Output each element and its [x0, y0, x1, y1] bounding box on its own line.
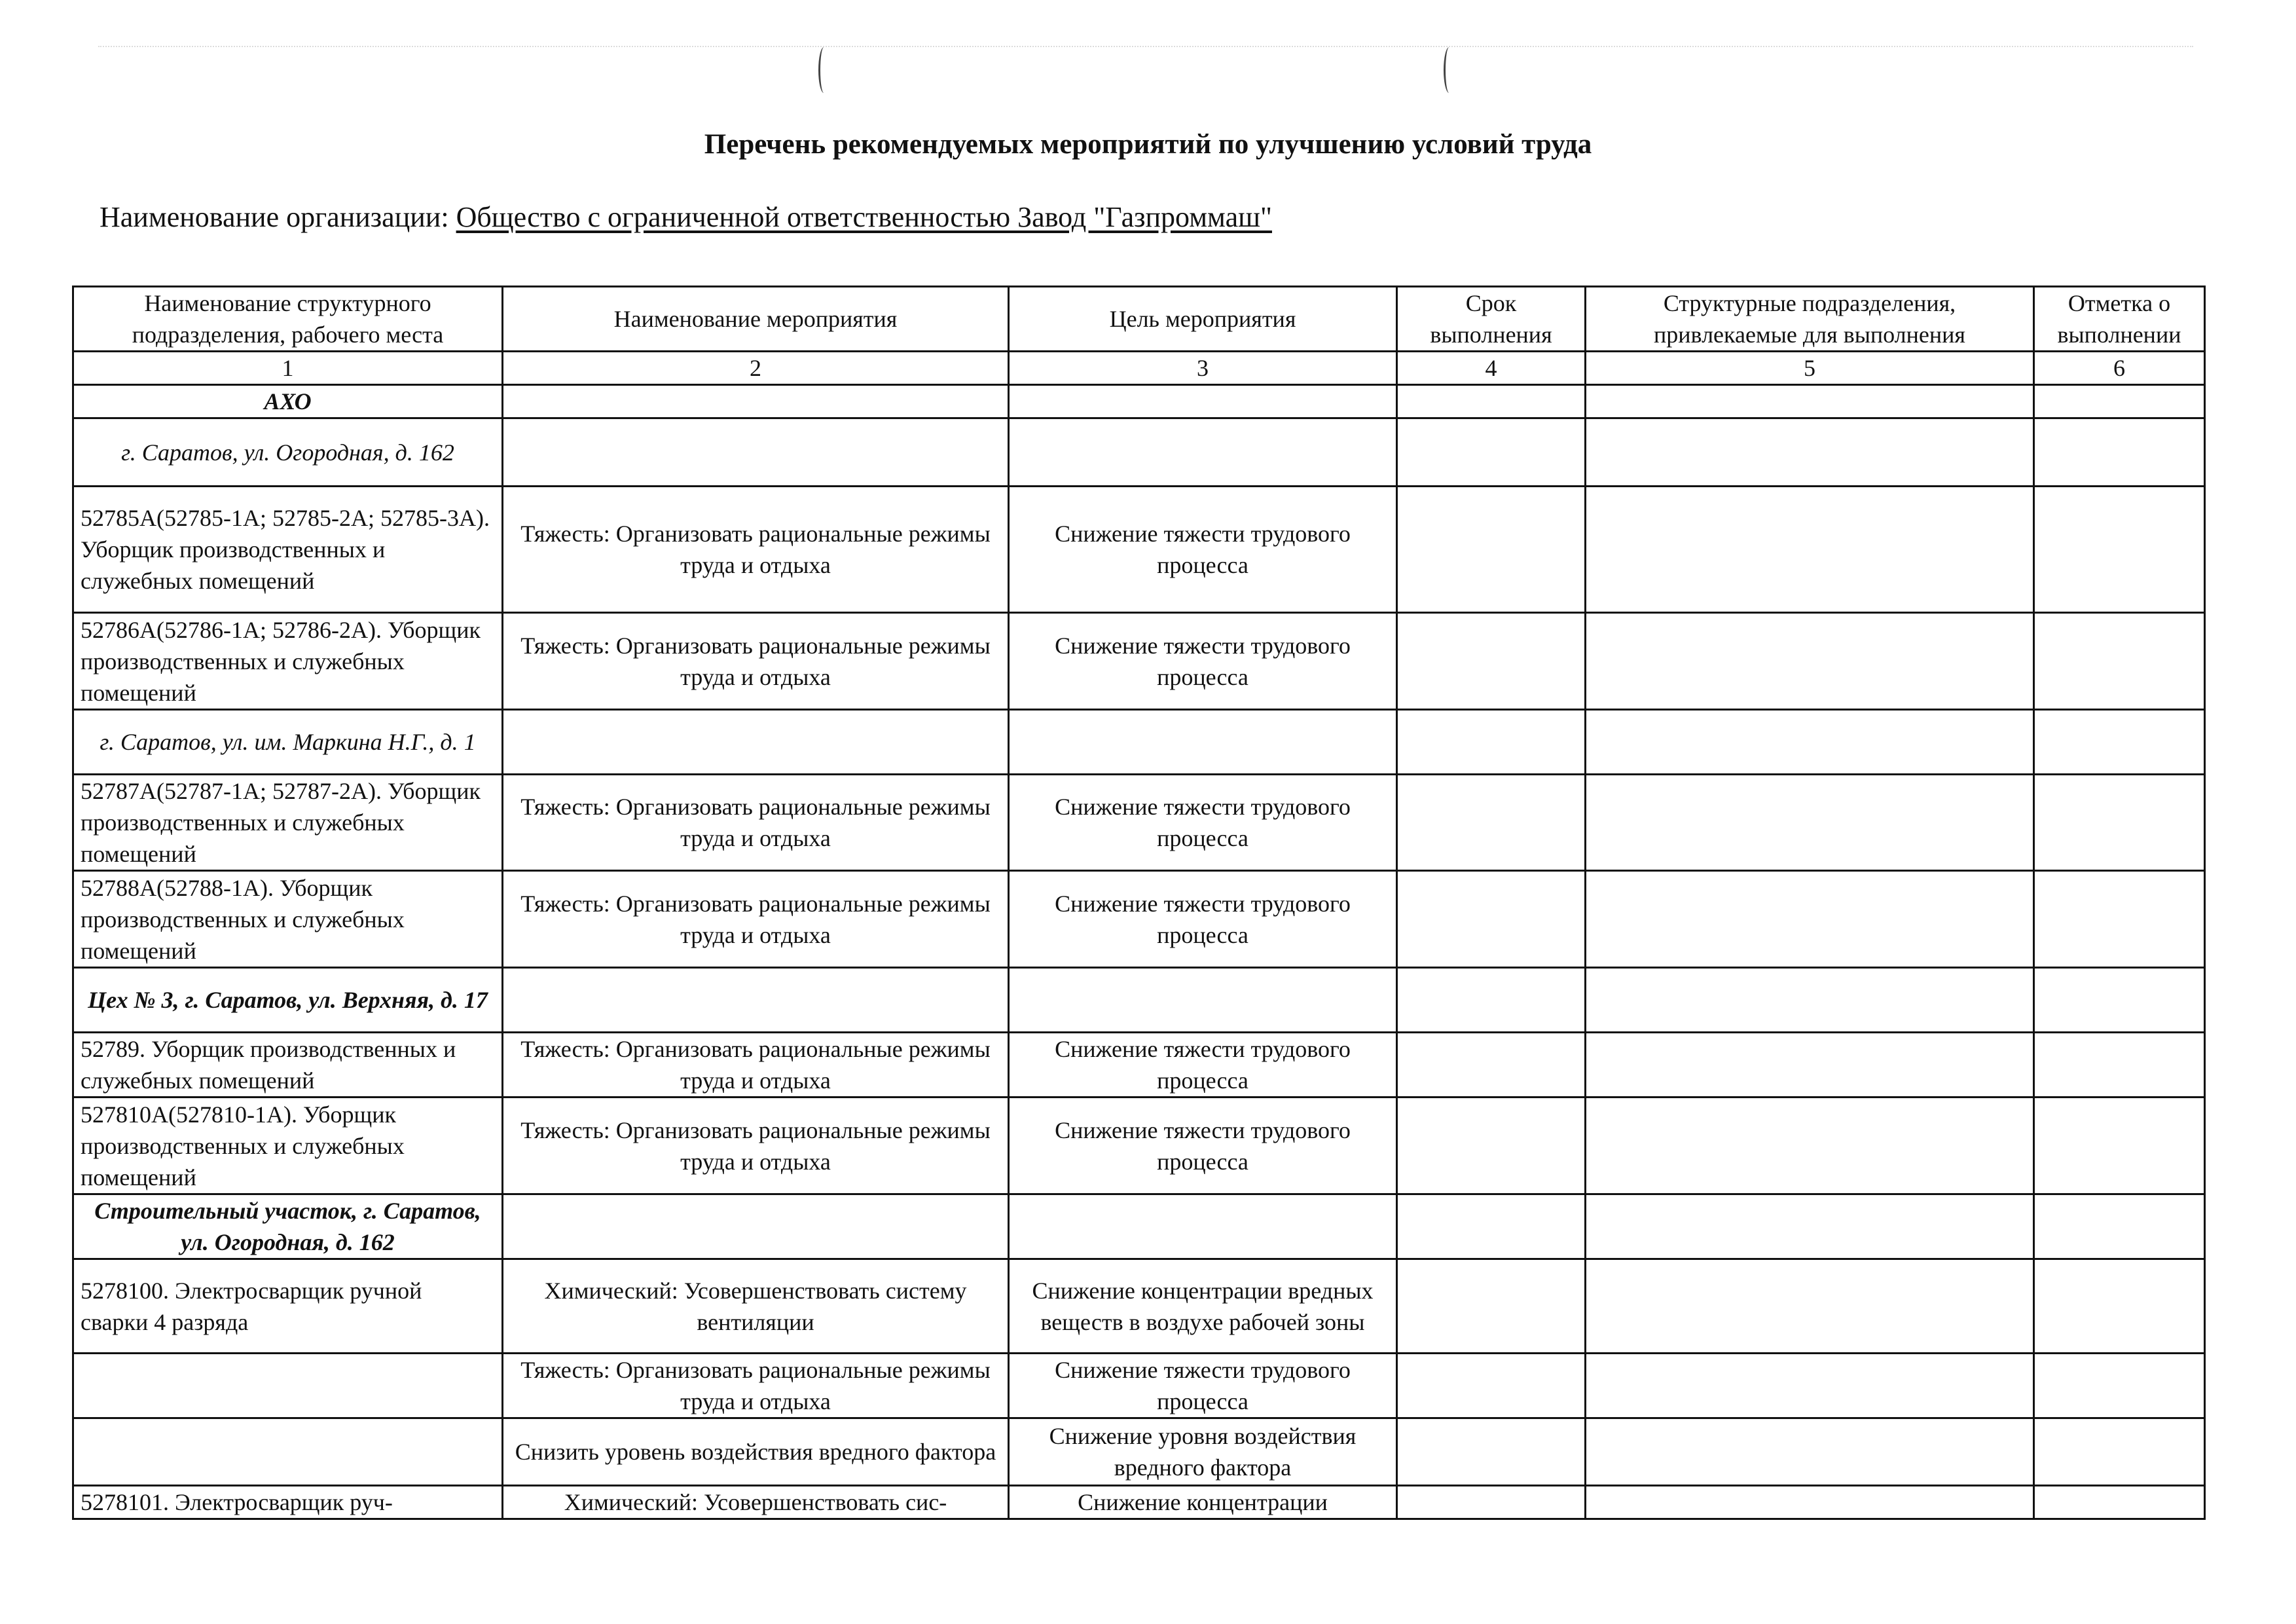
deadline-cell	[1397, 775, 1586, 871]
goal-cell: Снижение тяжести трудового процесса	[1009, 487, 1397, 613]
measure-cell	[503, 968, 1009, 1033]
departments-cell	[1586, 968, 2034, 1033]
header-cell: Отметка о выполнении	[2034, 287, 2205, 352]
goal-cell: Снижение тяжести трудового процесса	[1009, 613, 1397, 710]
deadline-cell	[1397, 613, 1586, 710]
organization-label: Наименование организации:	[100, 201, 449, 233]
workplace-cell: 52789. Уборщик производственных и служебных помещений	[73, 1033, 503, 1098]
workplace-cell: г. Саратов, ул. Огородная, д. 162	[73, 418, 503, 487]
scan-bracket-mark	[818, 47, 829, 93]
deadline-cell	[1397, 487, 1586, 613]
completion-mark-cell	[2034, 487, 2205, 613]
departments-cell	[1586, 1354, 2034, 1418]
column-number: 2	[503, 352, 1009, 385]
completion-mark-cell	[2034, 968, 2205, 1033]
departments-cell	[1586, 710, 2034, 775]
departments-cell	[1586, 1194, 2034, 1259]
section-row	[73, 1194, 2205, 1259]
measure-cell: Химический: Усовершенствовать систему вентиляции	[503, 1259, 1009, 1354]
deadline-cell	[1397, 418, 1586, 487]
table-body	[73, 385, 2205, 1519]
workplace-cell: Цех № 3, г. Саратов, ул. Верхняя, д. 17	[73, 968, 503, 1033]
goal-cell	[1009, 968, 1397, 1033]
header-cell: Структурные подразделения, привлекаемые для выполнения	[1586, 287, 2034, 352]
workplace-cell: 52788А(52788-1А). Уборщик производственных и служебных помещений	[73, 871, 503, 968]
workplace-cell: Строительный участок, г. Саратов, ул. Огородная, д. 162	[73, 1194, 503, 1259]
completion-mark-cell	[2034, 1098, 2205, 1194]
header-cell: Срок выполнения	[1397, 287, 1586, 352]
header-row	[73, 287, 2205, 352]
measure-cell: Тяжесть: Организовать рациональные режимы труда и отдыха	[503, 1033, 1009, 1098]
table-row	[73, 1033, 2205, 1098]
deadline-cell	[1397, 1033, 1586, 1098]
table-row	[73, 1486, 2205, 1519]
table-row	[73, 1354, 2205, 1418]
departments-cell	[1586, 385, 2034, 418]
workplace-cell: 52785А(52785-1А; 52785-2А; 52785-3А). Уборщик производственных и служебных помещений	[73, 487, 503, 613]
completion-mark-cell	[2034, 775, 2205, 871]
completion-mark-cell	[2034, 1354, 2205, 1418]
column-number: 5	[1586, 352, 2034, 385]
goal-cell: Снижение тяжести трудового процесса	[1009, 1354, 1397, 1418]
workplace-cell	[73, 1354, 503, 1418]
deadline-cell	[1397, 968, 1586, 1033]
goal-cell	[1009, 385, 1397, 418]
scan-bracket-mark	[1444, 47, 1455, 93]
completion-mark-cell	[2034, 1259, 2205, 1354]
workplace-cell: 52787А(52787-1А; 52787-2А). Уборщик производственных и служебных помещений	[73, 775, 503, 871]
measure-cell	[503, 385, 1009, 418]
deadline-cell	[1397, 1486, 1586, 1519]
measure-cell: Тяжесть: Организовать рациональные режимы труда и отдыха	[503, 1354, 1009, 1418]
goal-cell	[1009, 710, 1397, 775]
measure-cell: Химический: Усовершенствовать сис-	[503, 1486, 1009, 1519]
workplace-cell: 5278101. Электросварщик руч-	[73, 1486, 503, 1519]
table-row	[73, 613, 2205, 710]
measures-table	[72, 286, 2206, 1520]
organization-name: Общество с ограниченной ответственностью Завод "Газпроммаш"	[456, 201, 1272, 233]
completion-mark-cell	[2034, 1418, 2205, 1486]
document-title: Перечень рекомендуемых мероприятий по улучшению условий труда	[704, 129, 1592, 160]
deadline-cell	[1397, 710, 1586, 775]
section-row	[73, 968, 2205, 1033]
workplace-cell	[73, 1418, 503, 1486]
column-number-row	[73, 352, 2205, 385]
measure-cell	[503, 710, 1009, 775]
workplace-cell: 5278100. Электросварщик ручной сварки 4 разряда	[73, 1259, 503, 1354]
column-number: 6	[2034, 352, 2205, 385]
completion-mark-cell	[2034, 418, 2205, 487]
measure-cell: Тяжесть: Организовать рациональные режимы труда и отдыха	[503, 613, 1009, 710]
goal-cell: Снижение уровня воздействия вредного фактора	[1009, 1418, 1397, 1486]
header-cell: Наименование структурного подразделения, рабочего места	[73, 287, 503, 352]
header-cell: Цель мероприятия	[1009, 287, 1397, 352]
column-number: 4	[1397, 352, 1586, 385]
departments-cell	[1586, 613, 2034, 710]
goal-cell: Снижение концентрации вредных веществ в воздухе рабочей зоны	[1009, 1259, 1397, 1354]
completion-mark-cell	[2034, 1194, 2205, 1259]
departments-cell	[1586, 418, 2034, 487]
completion-mark-cell	[2034, 1486, 2205, 1519]
deadline-cell	[1397, 1259, 1586, 1354]
deadline-cell	[1397, 1194, 1586, 1259]
departments-cell	[1586, 1418, 2034, 1486]
measure-cell: Тяжесть: Организовать рациональные режимы труда и отдыха	[503, 487, 1009, 613]
goal-cell: Снижение концентрации	[1009, 1486, 1397, 1519]
departments-cell	[1586, 487, 2034, 613]
deadline-cell	[1397, 1418, 1586, 1486]
goal-cell: Снижение тяжести трудового процесса	[1009, 1033, 1397, 1098]
measure-cell: Тяжесть: Организовать рациональные режимы труда и отдыха	[503, 871, 1009, 968]
completion-mark-cell	[2034, 385, 2205, 418]
measure-cell: Тяжесть: Организовать рациональные режимы труда и отдыха	[503, 1098, 1009, 1194]
departments-cell	[1586, 1098, 2034, 1194]
departments-cell	[1586, 775, 2034, 871]
deadline-cell	[1397, 1098, 1586, 1194]
table-row	[73, 871, 2205, 968]
workplace-cell: 52786А(52786-1А; 52786-2А). Уборщик производственных и служебных помещений	[73, 613, 503, 710]
workplace-cell: АХО	[73, 385, 503, 418]
goal-cell	[1009, 1194, 1397, 1259]
completion-mark-cell	[2034, 710, 2205, 775]
deadline-cell	[1397, 385, 1586, 418]
workplace-cell: 527810А(527810-1А). Уборщик производственных и служебных помещений	[73, 1098, 503, 1194]
section-row	[73, 385, 2205, 418]
table-row	[73, 1098, 2205, 1194]
departments-cell	[1586, 1259, 2034, 1354]
section-row	[73, 418, 2205, 487]
completion-mark-cell	[2034, 871, 2205, 968]
departments-cell	[1586, 871, 2034, 968]
goal-cell: Снижение тяжести трудового процесса	[1009, 871, 1397, 968]
table-row	[73, 775, 2205, 871]
header-cell: Наименование мероприятия	[503, 287, 1009, 352]
departments-cell	[1586, 1033, 2034, 1098]
table-row	[73, 1259, 2205, 1354]
deadline-cell	[1397, 1354, 1586, 1418]
column-number: 3	[1009, 352, 1397, 385]
table-row	[73, 1418, 2205, 1486]
goal-cell	[1009, 418, 1397, 487]
table-row	[73, 487, 2205, 613]
completion-mark-cell	[2034, 1033, 2205, 1098]
goal-cell: Снижение тяжести трудового процесса	[1009, 1098, 1397, 1194]
workplace-cell: г. Саратов, ул. им. Маркина Н.Г., д. 1	[73, 710, 503, 775]
goal-cell: Снижение тяжести трудового процесса	[1009, 775, 1397, 871]
organization-line	[100, 200, 1272, 234]
measure-cell: Тяжесть: Организовать рациональные режимы труда и отдыха	[503, 775, 1009, 871]
scan-artifacts	[98, 46, 2193, 60]
column-number: 1	[73, 352, 503, 385]
deadline-cell	[1397, 871, 1586, 968]
completion-mark-cell	[2034, 613, 2205, 710]
measure-cell	[503, 1194, 1009, 1259]
measure-cell	[503, 418, 1009, 487]
departments-cell	[1586, 1486, 2034, 1519]
section-row	[73, 710, 2205, 775]
measure-cell: Снизить уровень воздействия вредного фактора	[503, 1418, 1009, 1486]
